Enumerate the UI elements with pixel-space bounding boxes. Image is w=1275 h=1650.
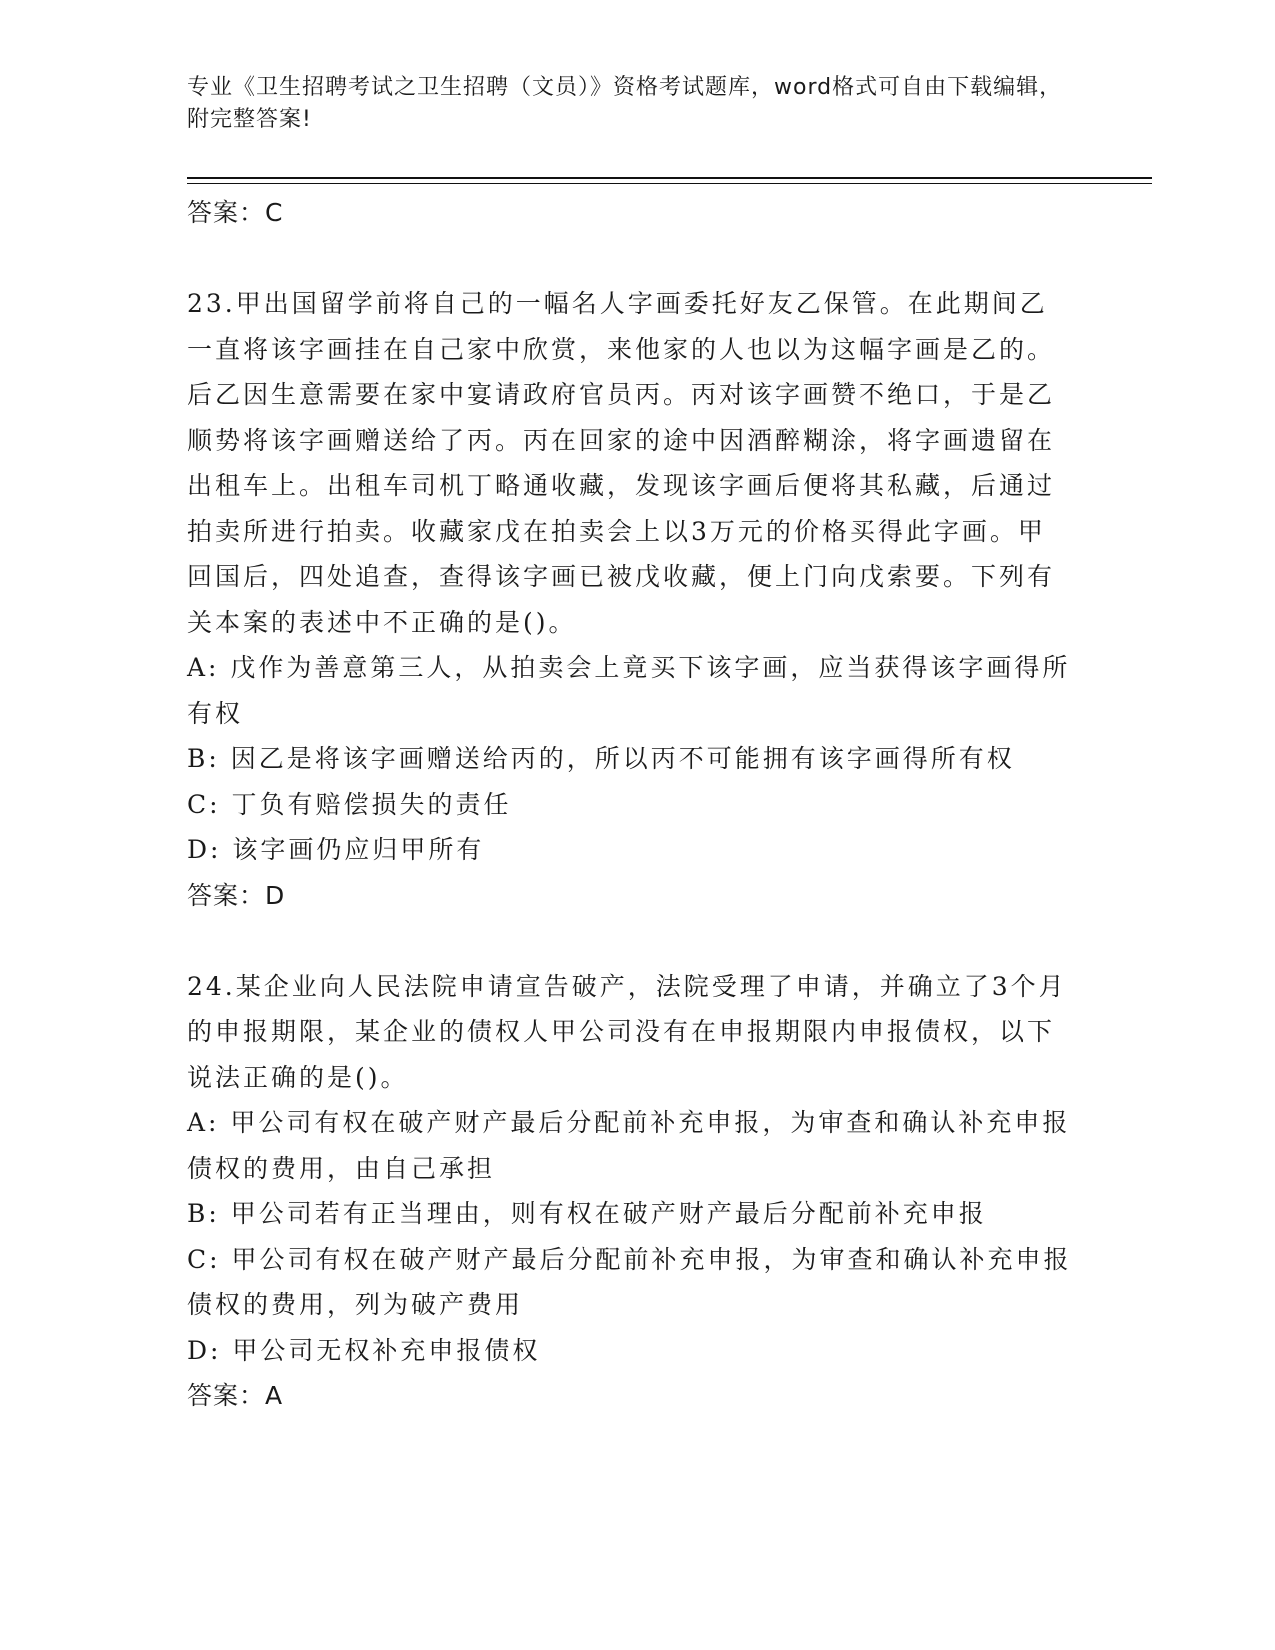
option-c: C: 甲公司有权在破产财产最后分配前补充申报，为审查和确认补充申报债权的费用，列为破产费用 [187,1244,1072,1319]
option-d: D: 该字画仍应归甲所有 [187,835,485,864]
page-header-text: 专业《卫生招聘考试之卫生招聘（文员）》资格考试题库，word格式可自由下载编辑，附完整答案! [187,75,1063,132]
option-a: A: 戊作为善意第三人，从拍卖会上竟买下该字画，应当获得该字画得所有权 [187,653,1071,728]
answer-line: 答案：C [187,198,284,227]
question-stem: 23.甲出国留学前将自己的一幅名人字画委托好友乙保管。在此期间乙一直将该字画挂在自己家中欣赏，来他家的人也以为这幅字画是乙的。后乙因生意需要在家中宴请政府官员丙。丙对该字画赞不绝口，于是乙顺势将该字画赠送给了丙。丙在回家的途中因酒醉糊涂，将字画遗留在出租车上。出租车司机丁略通收藏，发现该字画后便将其私藏，后通过拍卖所进行拍卖。收藏家戊在拍卖会上以3万元的价格买得此字画。甲回国后，四处追查，查得该字画已被戊收藏，便上门向戊索要。下列有关本案的表述中不正确的是()。 [187,289,1056,637]
option-d: D: 甲公司无权补充申报债权 [187,1335,541,1365]
option-b: B: 因乙是将该字画赠送给丙的，所以丙不可能拥有该字画得所有权 [187,744,1015,773]
question-stem: 24.某企业向人民法院申请宣告破产，法院受理了申请，并确立了3个月的申报期限，某企业的债权人甲公司没有在申报期限内申报债权，以下说法正确的是()。 [187,971,1067,1092]
option-c: C: 丁负有赔偿损失的责任 [187,789,512,819]
option-b: B: 甲公司若有正当理由，则有权在破产财产最后分配前补充申报 [187,1199,987,1228]
question-block-24 [187,964,1072,1419]
header-rule-thin [187,183,1152,184]
document-body [187,190,1072,1418]
spacer [187,918,1072,964]
spacer [187,235,1072,281]
answer-line: 答案：D [187,880,286,910]
answer-line: 答案：A [187,1381,284,1410]
question-block-23 [187,281,1072,918]
header-rule-thick [187,177,1152,179]
option-a: A: 甲公司有权在破产财产最后分配前补充申报，为审查和确认补充申报债权的费用，由自己承担 [187,1108,1071,1183]
